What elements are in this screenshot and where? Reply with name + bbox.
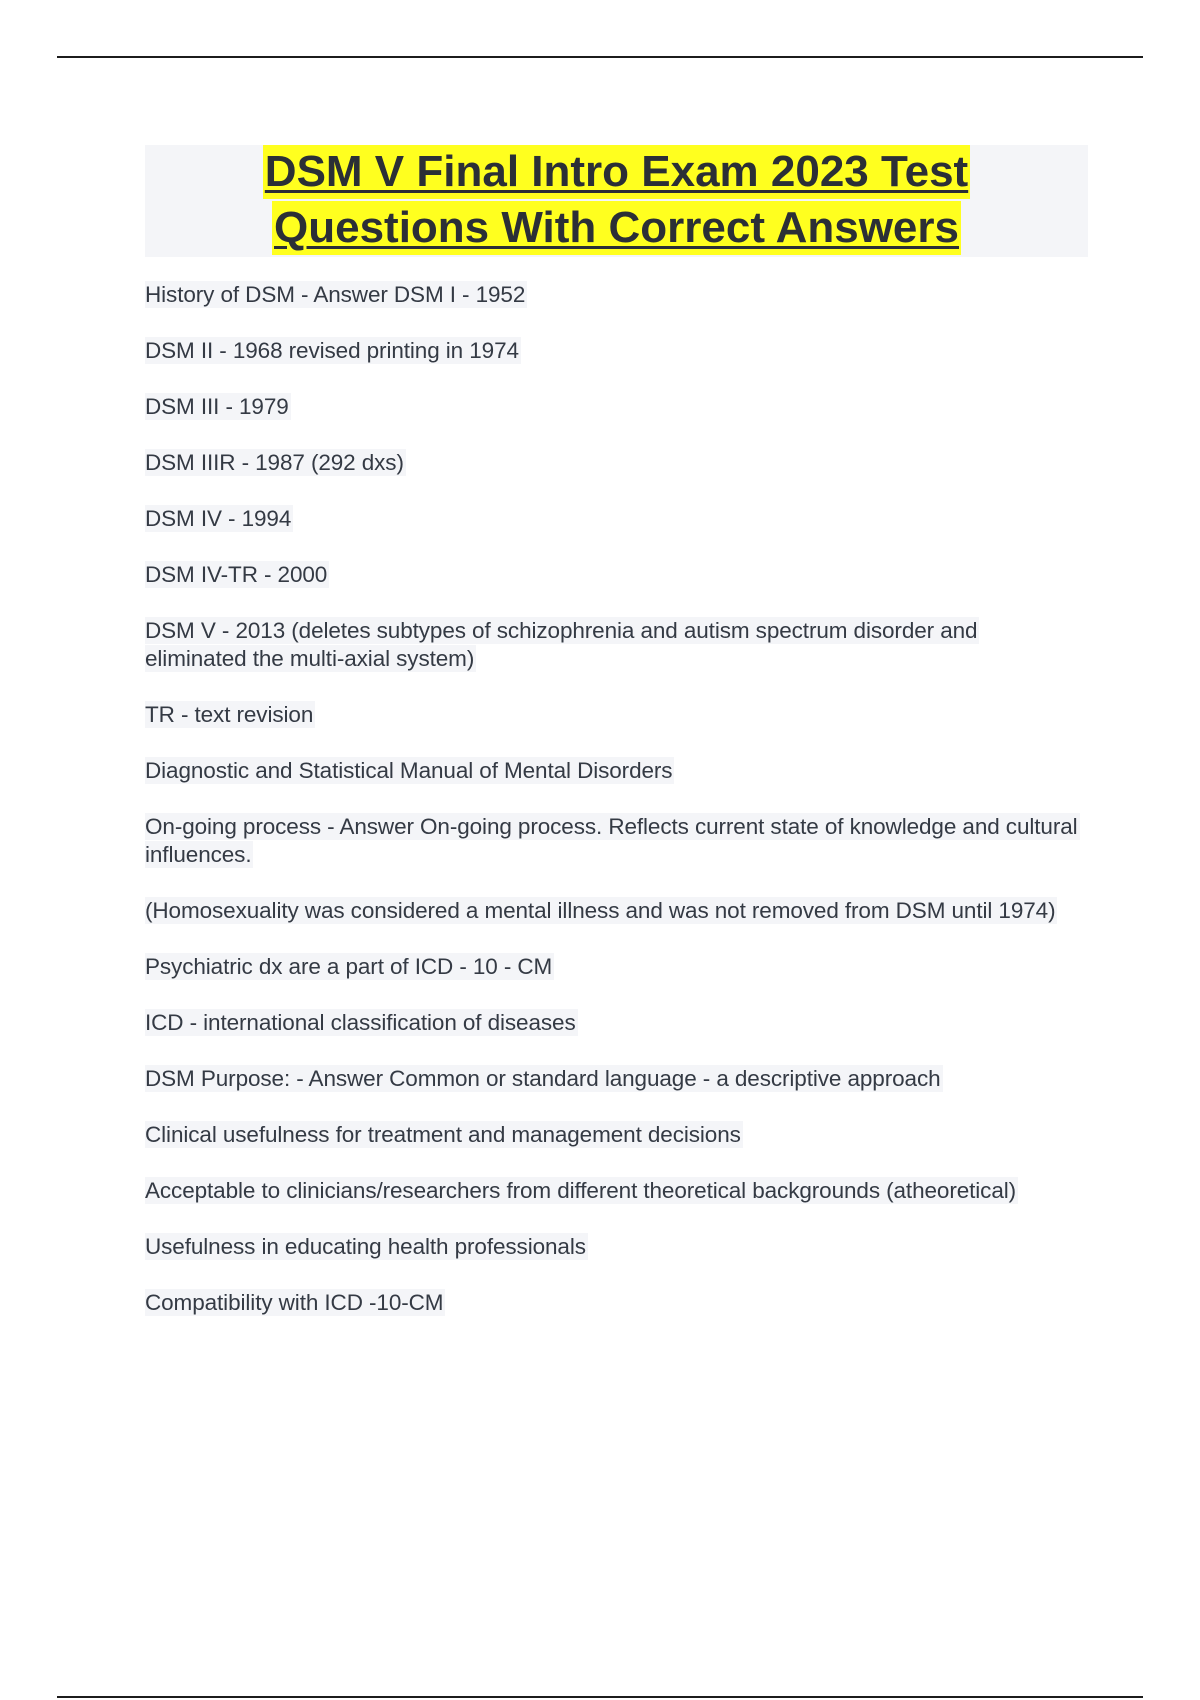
document-body [145, 281, 1085, 1345]
paragraph-educating-professionals: Usefulness in educating health professionals [145, 1234, 586, 1259]
bottom-divider [57, 1696, 1143, 1698]
paragraph-dsm-ii: DSM II - 1968 revised printing in 1974 [145, 338, 519, 363]
paragraph-icd-compatibility: Compatibility with ICD -10-CM [145, 1290, 444, 1315]
top-divider [57, 56, 1143, 58]
paragraph-icd-10-cm: Psychiatric dx are a part of ICD - 10 - CM [145, 954, 553, 979]
paragraph-ongoing-process: On-going process - Answer On-going process. Reflects current state of knowledge and cultural influences. [145, 814, 1078, 867]
paragraph-dsm-purpose: DSM Purpose: - Answer Common or standard language - a descriptive approach [145, 1066, 941, 1091]
paragraph-dsm-iii: DSM III - 1979 [145, 394, 289, 419]
paragraph-dsm-v: DSM V - 2013 (deletes subtypes of schizophrenia and autism spectrum disorder and eliminated the multi-axial system) [145, 618, 978, 671]
paragraph-dsm-iv: DSM IV - 1994 [145, 506, 292, 531]
paragraph-dsm-iv-tr: DSM IV-TR - 2000 [145, 562, 328, 587]
paragraph-text-revision: TR - text revision [145, 702, 314, 727]
paragraph-dsm-iiir: DSM IIIR - 1987 (292 dxs) [145, 450, 404, 475]
paragraph-icd-definition: ICD - international classification of diseases [145, 1010, 576, 1035]
title-line-1: DSM V Final Intro Exam 2023 Test [263, 145, 970, 199]
paragraph-homosexuality-note: (Homosexuality was considered a mental illness and was not removed from DSM until 1974) [145, 898, 1056, 923]
title-line-2: Questions With Correct Answers [272, 201, 961, 255]
paragraph-clinical-usefulness: Clinical usefulness for treatment and management decisions [145, 1122, 741, 1147]
paragraph-manual-name: Diagnostic and Statistical Manual of Mental Disorders [145, 758, 673, 783]
document-title [145, 145, 1088, 257]
paragraph-history-of-dsm: History of DSM - Answer DSM I - 1952 [145, 282, 526, 307]
paragraph-acceptable-to-clinicians: Acceptable to clinicians/researchers from different theoretical backgrounds (atheoretical) [145, 1178, 1017, 1203]
